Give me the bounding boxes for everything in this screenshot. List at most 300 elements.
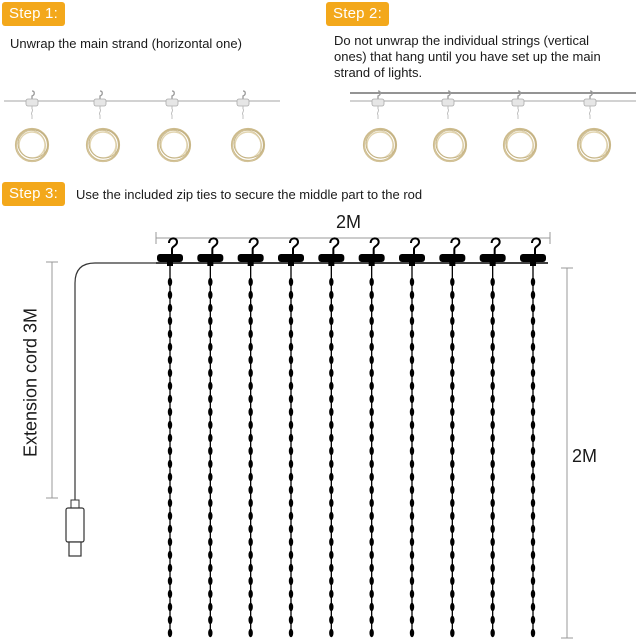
led-bead [168, 564, 172, 572]
led-bead [208, 434, 212, 442]
clip-hanger-icon [399, 238, 425, 266]
led-bead [450, 590, 454, 598]
led-bead [450, 538, 454, 546]
led-bead [490, 551, 494, 559]
led-bead [168, 460, 172, 468]
led-bead [329, 382, 333, 390]
step-3-badge: Step 3: [2, 182, 65, 206]
light-strand [399, 238, 425, 637]
clip-hanger-icon [480, 238, 506, 266]
led-bead [168, 278, 172, 286]
led-bead [450, 460, 454, 468]
led-bead [531, 343, 535, 351]
led-bead [531, 603, 535, 611]
step-2-text-line-2: ones) that hang until you have set up the main [334, 49, 601, 64]
led-bead [289, 369, 293, 377]
led-bead [450, 499, 454, 507]
led-bead [410, 434, 414, 442]
led-bead [410, 473, 414, 481]
led-bead [369, 590, 373, 598]
led-bead [490, 434, 494, 442]
led-bead [369, 369, 373, 377]
led-bead [369, 538, 373, 546]
led-bead [248, 408, 252, 416]
led-bead [450, 603, 454, 611]
led-bead [490, 538, 494, 546]
led-bead [531, 356, 535, 364]
led-bead [248, 577, 252, 585]
led-bead [531, 629, 535, 637]
light-strand [157, 238, 183, 637]
led-bead [490, 343, 494, 351]
led-bead [369, 434, 373, 442]
led-bead [248, 538, 252, 546]
width-label: 2M [336, 212, 362, 232]
led-bead [329, 291, 333, 299]
led-bead [289, 317, 293, 325]
led-bead [168, 343, 172, 351]
led-bead [369, 577, 373, 585]
led-bead [248, 616, 252, 624]
step-2-illustration [350, 91, 636, 162]
led-bead [490, 473, 494, 481]
led-bead [168, 473, 172, 481]
led-bead [490, 447, 494, 455]
led-bead [329, 434, 333, 442]
led-bead [248, 564, 252, 572]
led-bead [490, 408, 494, 416]
led-bead [289, 525, 293, 533]
led-bead [531, 460, 535, 468]
step-1-illustration [4, 91, 280, 162]
led-bead [168, 369, 172, 377]
led-bead [410, 317, 414, 325]
led-bead [531, 616, 535, 624]
led-bead [208, 408, 212, 416]
led-bead [531, 525, 535, 533]
led-bead [369, 317, 373, 325]
led-bead [450, 356, 454, 364]
led-bead [531, 434, 535, 442]
led-bead [329, 330, 333, 338]
led-bead [329, 408, 333, 416]
led-bead [450, 395, 454, 403]
led-bead [369, 616, 373, 624]
led-bead [168, 590, 172, 598]
led-bead [208, 538, 212, 546]
clip-hanger-icon [318, 238, 344, 266]
step-2-badge: Step 2: [326, 2, 389, 26]
led-bead [531, 499, 535, 507]
led-bead [208, 603, 212, 611]
led-bead [329, 421, 333, 429]
led-bead [450, 512, 454, 520]
step-1-text: Unwrap the main strand (horizontal one) [10, 36, 242, 51]
led-bead [329, 369, 333, 377]
led-bead [369, 603, 373, 611]
led-bead [289, 538, 293, 546]
light-strand [318, 238, 344, 637]
led-bead [289, 460, 293, 468]
led-bead [369, 408, 373, 416]
led-bead [410, 278, 414, 286]
led-bead [410, 512, 414, 520]
led-bead [329, 343, 333, 351]
led-bead [450, 317, 454, 325]
led-bead [289, 382, 293, 390]
led-bead [248, 525, 252, 533]
led-bead [248, 473, 252, 481]
light-strand [439, 238, 465, 637]
led-bead [369, 447, 373, 455]
led-bead [531, 395, 535, 403]
led-bead [168, 603, 172, 611]
led-bead [450, 278, 454, 286]
clip-hanger-icon [238, 238, 264, 266]
led-bead [410, 603, 414, 611]
led-bead [329, 499, 333, 507]
led-bead [450, 473, 454, 481]
led-bead [289, 551, 293, 559]
led-bead [289, 278, 293, 286]
step-2-text-line-1: Do not unwrap the individual strings (vertical [334, 33, 590, 48]
led-bead [531, 304, 535, 312]
led-bead [248, 382, 252, 390]
led-bead [329, 460, 333, 468]
led-bead [168, 395, 172, 403]
led-bead [450, 447, 454, 455]
led-bead [410, 460, 414, 468]
clip-hanger-icon [197, 238, 223, 266]
led-bead [208, 551, 212, 559]
led-bead [369, 356, 373, 364]
led-bead [289, 356, 293, 364]
led-bead [289, 291, 293, 299]
led-bead [329, 590, 333, 598]
led-bead [410, 447, 414, 455]
led-bead [248, 330, 252, 338]
led-bead [248, 278, 252, 286]
led-bead [490, 395, 494, 403]
led-bead [168, 551, 172, 559]
led-bead [208, 525, 212, 533]
led-bead [490, 278, 494, 286]
led-bead [410, 330, 414, 338]
led-bead [248, 369, 252, 377]
led-bead [531, 317, 535, 325]
led-bead [289, 421, 293, 429]
led-bead [208, 512, 212, 520]
led-bead [369, 564, 373, 572]
led-bead [450, 564, 454, 572]
led-bead [369, 551, 373, 559]
led-bead [289, 447, 293, 455]
clip-hanger-icon [520, 238, 546, 266]
led-bead [369, 304, 373, 312]
led-bead [531, 369, 535, 377]
clip-hanger-icon [439, 238, 465, 266]
led-bead [531, 291, 535, 299]
led-bead [208, 564, 212, 572]
cord-label: Extension cord 3M [20, 307, 41, 458]
led-bead [490, 330, 494, 338]
led-bead [248, 603, 252, 611]
led-bead [208, 616, 212, 624]
led-bead [248, 356, 252, 364]
led-bead [490, 629, 494, 637]
led-bead [531, 538, 535, 546]
led-bead [248, 590, 252, 598]
led-bead [450, 577, 454, 585]
led-bead [248, 291, 252, 299]
vertical-strands [157, 238, 546, 637]
led-bead [248, 499, 252, 507]
led-bead [208, 577, 212, 585]
led-bead [450, 408, 454, 416]
led-bead [410, 382, 414, 390]
led-bead [490, 616, 494, 624]
led-bead [248, 304, 252, 312]
led-bead [369, 395, 373, 403]
led-bead [329, 564, 333, 572]
light-strand [278, 238, 304, 637]
led-bead [490, 356, 494, 364]
led-bead [208, 447, 212, 455]
led-bead [490, 460, 494, 468]
led-bead [289, 304, 293, 312]
led-bead [208, 304, 212, 312]
led-bead [410, 538, 414, 546]
led-bead [369, 343, 373, 351]
light-strand [480, 238, 506, 637]
led-bead [450, 369, 454, 377]
cord-dimension [46, 262, 58, 498]
led-bead [289, 486, 293, 494]
light-strand [359, 238, 385, 637]
led-bead [168, 317, 172, 325]
led-bead [531, 382, 535, 390]
led-bead [289, 590, 293, 598]
led-bead [490, 421, 494, 429]
led-bead [410, 343, 414, 351]
led-bead [410, 551, 414, 559]
led-bead [329, 304, 333, 312]
led-bead [329, 512, 333, 520]
led-bead [410, 408, 414, 416]
led-bead [208, 317, 212, 325]
led-bead [450, 616, 454, 624]
led-bead [531, 564, 535, 572]
led-bead [329, 616, 333, 624]
led-bead [450, 291, 454, 299]
led-bead [369, 629, 373, 637]
led-bead [208, 473, 212, 481]
led-bead [531, 512, 535, 520]
led-bead [490, 486, 494, 494]
light-strand [238, 238, 264, 637]
led-bead [490, 369, 494, 377]
led-bead [289, 577, 293, 585]
led-bead [248, 512, 252, 520]
led-bead [369, 499, 373, 507]
led-bead [369, 278, 373, 286]
led-bead [450, 343, 454, 351]
led-bead [410, 564, 414, 572]
led-bead [490, 499, 494, 507]
led-bead [490, 577, 494, 585]
led-bead [490, 512, 494, 520]
led-bead [490, 590, 494, 598]
led-bead [168, 512, 172, 520]
led-bead [531, 408, 535, 416]
extension-cord [66, 263, 156, 556]
led-bead [531, 486, 535, 494]
led-bead [410, 577, 414, 585]
clip-hanger-icon [359, 238, 385, 266]
led-bead [410, 369, 414, 377]
led-bead [410, 590, 414, 598]
led-bead [168, 356, 172, 364]
led-bead [450, 304, 454, 312]
led-bead [450, 629, 454, 637]
led-bead [168, 382, 172, 390]
led-bead [168, 447, 172, 455]
led-bead [490, 317, 494, 325]
led-bead [289, 616, 293, 624]
led-bead [208, 486, 212, 494]
led-bead [369, 291, 373, 299]
led-bead [531, 278, 535, 286]
led-bead [208, 460, 212, 468]
led-bead [531, 577, 535, 585]
led-bead [329, 603, 333, 611]
led-bead [168, 629, 172, 637]
led-bead [168, 421, 172, 429]
led-bead [289, 408, 293, 416]
led-bead [329, 395, 333, 403]
led-bead [410, 395, 414, 403]
led-bead [329, 525, 333, 533]
led-bead [410, 616, 414, 624]
led-bead [289, 564, 293, 572]
led-bead [248, 317, 252, 325]
led-bead [208, 395, 212, 403]
led-bead [208, 421, 212, 429]
led-bead [248, 395, 252, 403]
led-bead [289, 512, 293, 520]
led-bead [289, 603, 293, 611]
led-bead [410, 629, 414, 637]
led-bead [289, 330, 293, 338]
led-bead [329, 486, 333, 494]
led-bead [531, 421, 535, 429]
led-bead [208, 291, 212, 299]
led-bead [450, 486, 454, 494]
led-bead [329, 629, 333, 637]
led-bead [531, 330, 535, 338]
led-bead [410, 525, 414, 533]
led-bead [490, 291, 494, 299]
led-bead [208, 343, 212, 351]
led-bead [531, 590, 535, 598]
led-bead [490, 304, 494, 312]
led-bead [329, 278, 333, 286]
step-1-badge: Step 1: [2, 2, 65, 26]
led-bead [168, 408, 172, 416]
clip-hanger-icon [278, 238, 304, 266]
led-bead [289, 499, 293, 507]
led-bead [450, 434, 454, 442]
led-bead [168, 486, 172, 494]
led-bead [490, 564, 494, 572]
led-bead [248, 343, 252, 351]
led-bead [369, 525, 373, 533]
led-bead [248, 460, 252, 468]
led-bead [531, 447, 535, 455]
led-bead [208, 499, 212, 507]
led-bead [248, 486, 252, 494]
led-bead [410, 421, 414, 429]
led-bead [410, 304, 414, 312]
led-bead [168, 499, 172, 507]
led-bead [450, 421, 454, 429]
light-strand [197, 238, 223, 637]
led-bead [289, 473, 293, 481]
step-3-text: Use the included zip ties to secure the middle part to the rod [76, 187, 423, 202]
led-bead [450, 382, 454, 390]
led-bead [369, 382, 373, 390]
led-bead [208, 369, 212, 377]
led-bead [490, 382, 494, 390]
led-bead [168, 291, 172, 299]
led-bead [168, 304, 172, 312]
led-bead [289, 395, 293, 403]
led-bead [289, 343, 293, 351]
led-bead [168, 577, 172, 585]
led-bead [490, 603, 494, 611]
led-bead [329, 577, 333, 585]
led-bead [369, 512, 373, 520]
led-bead [329, 317, 333, 325]
height-label: 2M [572, 446, 598, 466]
led-bead [531, 551, 535, 559]
led-bead [248, 551, 252, 559]
led-bead [329, 473, 333, 481]
led-bead [410, 486, 414, 494]
led-bead [410, 291, 414, 299]
led-bead [208, 330, 212, 338]
led-bead [289, 629, 293, 637]
led-bead [329, 356, 333, 364]
led-bead [369, 486, 373, 494]
led-bead [329, 538, 333, 546]
led-bead [168, 434, 172, 442]
led-bead [450, 525, 454, 533]
light-strand [520, 238, 546, 637]
led-bead [369, 330, 373, 338]
led-bead [329, 551, 333, 559]
led-bead [369, 473, 373, 481]
led-bead [208, 278, 212, 286]
led-bead [208, 382, 212, 390]
led-bead [369, 421, 373, 429]
led-bead [289, 434, 293, 442]
led-bead [369, 460, 373, 468]
led-bead [168, 538, 172, 546]
led-bead [410, 356, 414, 364]
led-bead [450, 551, 454, 559]
led-bead [248, 421, 252, 429]
